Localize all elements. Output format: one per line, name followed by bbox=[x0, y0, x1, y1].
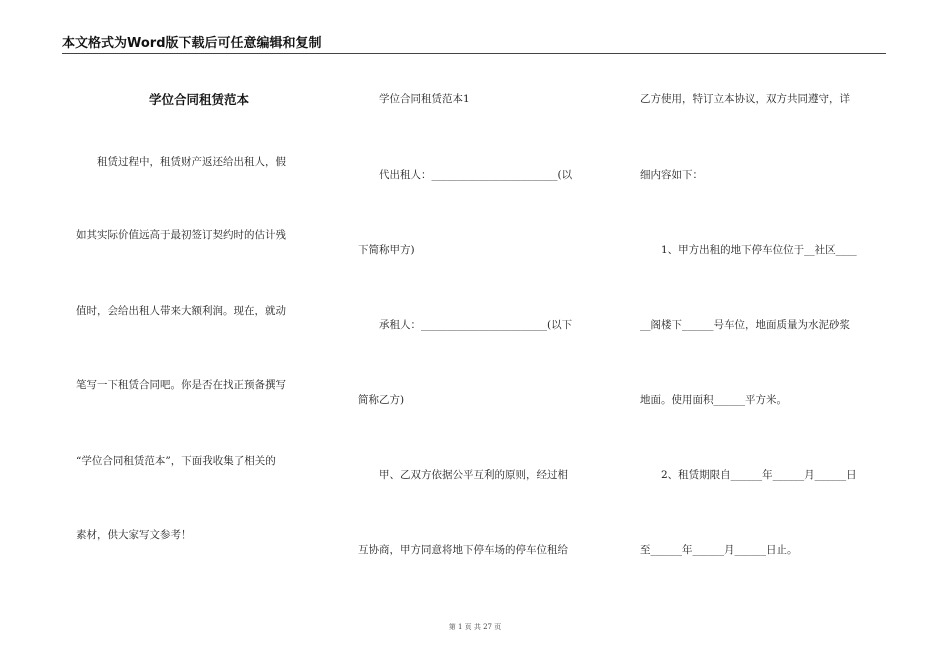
section-heading: 学位合同租赁范本1 bbox=[358, 93, 470, 105]
page-number-footer: 第 1 页 共 27 页 bbox=[448, 623, 502, 631]
page-header bbox=[62, 36, 886, 54]
paragraph-line: 下简称甲方) bbox=[358, 244, 415, 256]
paragraph-line: 2、租赁期限自______年______月______日 bbox=[640, 469, 857, 481]
paragraph-line: 地面。使用面积______平方米。 bbox=[640, 394, 787, 406]
paragraph-line: 承租人：________________________(以下 bbox=[358, 319, 573, 331]
paragraph-line: 互协商，甲方同意将地下停车场的停车位租给 bbox=[358, 544, 568, 556]
paragraph-line: 值时，会给出租人带来大额利润。现在，就动 bbox=[76, 305, 286, 317]
paragraph-line: 甲、乙双方依据公平互利的原则，经过相 bbox=[358, 469, 568, 481]
paragraph-line: 乙方使用，特订立本协议，双方共同遵守，详 bbox=[640, 93, 850, 105]
paragraph-line: 如其实际价值远高于最初签订契约时的估计残 bbox=[76, 229, 286, 241]
paragraph-line: 素材，供大家写文参考！ bbox=[76, 529, 192, 541]
header-text: 本文格式为Word版下载后可任意编辑和复制 bbox=[62, 36, 322, 51]
paragraph-line: “学位合同租赁范本”，下面我收集了相关的 bbox=[76, 455, 276, 467]
paragraph-line: __阁楼下______号车位，地面质量为水泥砂浆 bbox=[640, 319, 850, 331]
paragraph-line: 租赁过程中，租赁财产返还给出租人，假 bbox=[76, 156, 286, 168]
paragraph-line: 细内容如下： bbox=[640, 169, 703, 181]
paragraph-line: 代出租人：________________________(以 bbox=[358, 169, 573, 181]
paragraph-line: 简称乙方) bbox=[358, 394, 405, 406]
paragraph-line: 1、甲方出租的地下停车位位于__社区____ bbox=[640, 244, 857, 256]
paragraph-line: 笔写一下租赁合同吧。你是否在找正预备撰写 bbox=[76, 379, 286, 391]
document-title: 学位合同租赁范本 bbox=[148, 92, 249, 107]
paragraph-line: 至______年______月______日止。 bbox=[640, 544, 798, 556]
